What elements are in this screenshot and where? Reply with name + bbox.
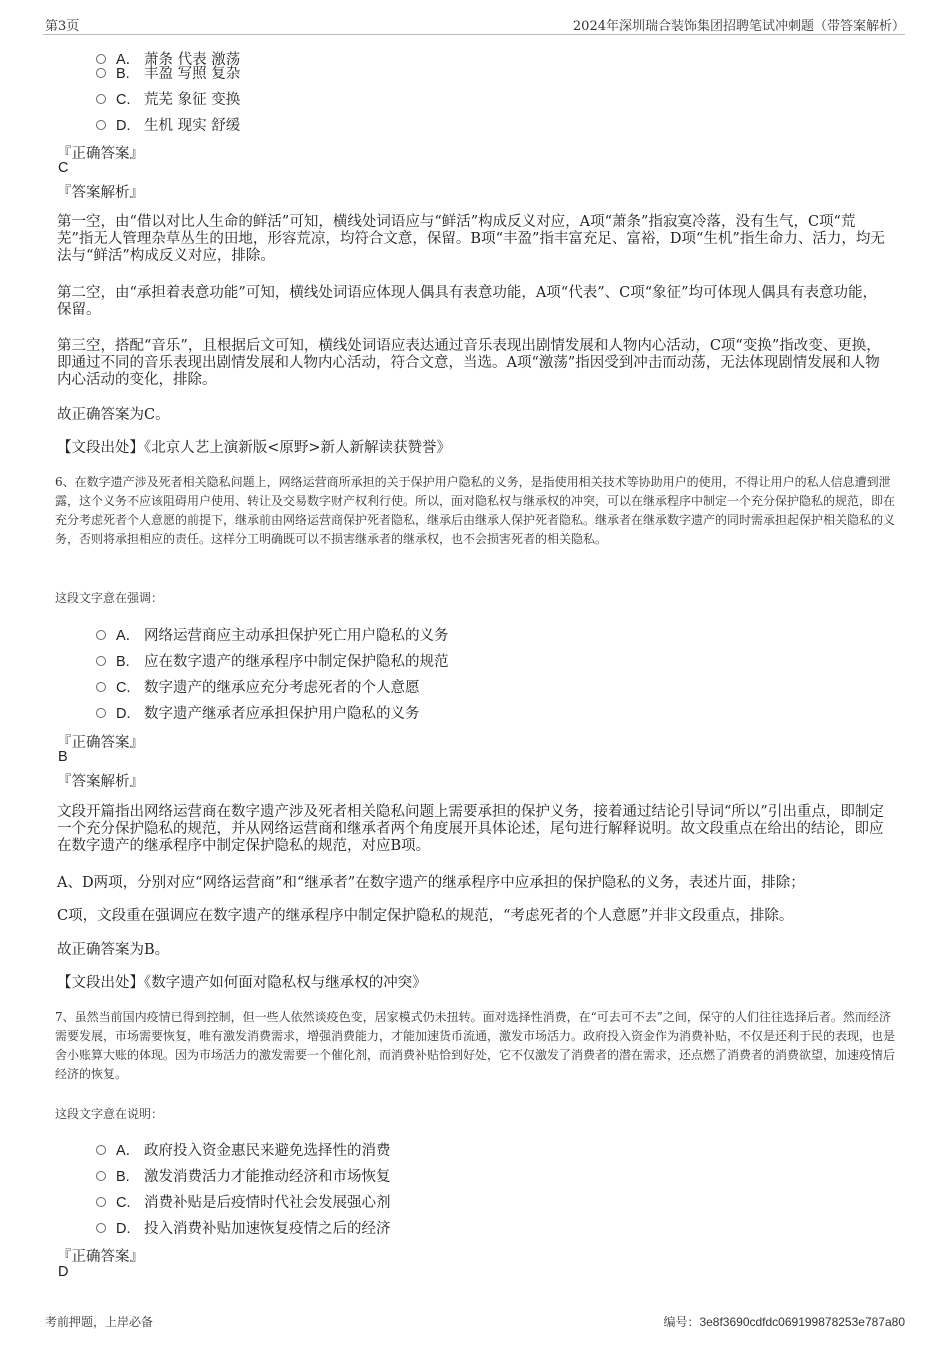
q5-option-b[interactable]: B. 丰盈 写照 复杂 bbox=[96, 62, 240, 83]
q6-analysis-p2: A、D两项，分别对应“网络运营商”和“继承者”在数字遗产的继承程序中应承担的保护隐私的义务，表述片面，排除； bbox=[57, 875, 805, 891]
radio-icon[interactable] bbox=[96, 1145, 106, 1155]
radio-icon[interactable] bbox=[96, 630, 106, 640]
q5-source: 【文段出处】《北京人艺上演新版<原野>新人新解读获赞誉》 bbox=[57, 440, 452, 456]
q7-prompt: 这段文字意在说明： bbox=[55, 1107, 164, 1121]
q6-answer-heading: 『正确答案』 bbox=[57, 735, 144, 751]
q5-answer: C bbox=[58, 160, 69, 176]
q6-analysis-p3: C项，文段重在强调应在数字遗产的继承程序中制定保护隐私的规范，“考虑死者的个人意愿”并非文段重点，排除。 bbox=[57, 908, 794, 924]
q7-answer: D bbox=[58, 1264, 69, 1280]
footer-slogan: 考前押题，上岸必备 bbox=[45, 1315, 154, 1329]
q6-analysis-p1: 文段开篇指出网络运营商在数字遗产涉及死者相关隐私问题上需要承担的保护义务，接着通过结论引导词“所以”引出重点，即制定一个充分保护隐私的规范，并从网络运营商和继承者两个角度展开具体论述，尾句进行解释说明。故文段重点在给出的结论，即应在数字遗产的继承程序中制定保护隐私的规范，对应B项。 bbox=[57, 804, 884, 854]
radio-icon[interactable] bbox=[96, 656, 106, 666]
q6-option-d[interactable]: D. 数字遗产继承者应承担保护用户隐私的义务 bbox=[96, 702, 420, 723]
q5-option-a[interactable]: A． 萧条 代表 激荡 bbox=[96, 48, 240, 69]
q5-option-c[interactable]: C. 荒芜 象征 变换 bbox=[96, 88, 240, 109]
q6-source: 【文段出处】《数字遗产如何面对隐私权与继承权的冲突》 bbox=[57, 975, 427, 991]
page-number: 第3页 bbox=[45, 19, 80, 34]
q6-prompt: 这段文字意在强调： bbox=[55, 591, 164, 605]
radio-icon[interactable] bbox=[96, 120, 106, 130]
q7-stem: 7、虽然当前国内疫情已得到控制，但一些人依然谈疫色变，居家模式仍未扭转。面对选择性消费，在“可去可不去”之间，保守的人们往往选择后者。然而经济需要发展，市场需要恢复，唯有激发消费需求，增强消费能力，才能加速货币流通，激发市场活力。政府投入资金作为消费补贴，不仅是还利于民的表现，也是舍小账算大账的体现。因为市场活力的激发需要一个催化剂，而消费补贴恰到好处，它不仅激发了消费者的潜在需求，还点燃了消费者的消费欲望，加速疫情后经济的恢复。 bbox=[55, 1010, 896, 1081]
q5-analysis-heading: 『答案解析』 bbox=[57, 185, 144, 201]
radio-icon[interactable] bbox=[96, 1223, 106, 1233]
q7-option-b[interactable]: B. 激发消费活力才能推动经济和市场恢复 bbox=[96, 1165, 391, 1186]
q7-option-a[interactable]: A． 政府投入资金惠民来避免选择性的消费 bbox=[96, 1139, 391, 1160]
radio-icon[interactable] bbox=[96, 1197, 106, 1207]
header-divider bbox=[43, 34, 905, 35]
q6-option-b[interactable]: B. 应在数字遗产的继承程序中制定保护隐私的规范 bbox=[96, 650, 449, 671]
q5-analysis-p3: 第三空，搭配“音乐”，且根据后文可知，横线处词语应表达通过音乐表现出剧情发展和人物内心活动，C项“变换”指改变、更换，即通过不同的音乐表现出剧情发展和人物内心活动，符合文意，当选。A项“激荡”指因受到冲击而动荡，无法体现剧情发展和人物内心活动的变化，排除。 bbox=[57, 338, 881, 388]
q6-analysis-heading: 『答案解析』 bbox=[57, 774, 144, 790]
q5-analysis-p1: 第一空，由“借以对比人生命的鲜活”可知，横线处词语应与“鲜活”构成反义对应，A项“萧条”指寂寞冷落，没有生气，C项“荒芜”指无人管理杂草丛生的田地，形容荒凉，均符合文意，保留。B项“丰盈”指丰富充足、富裕，D项“生机”指生命力、活力，均无法与“鲜活”构成反义对应，排除。 bbox=[57, 214, 885, 264]
radio-icon[interactable] bbox=[96, 1171, 106, 1181]
q6-option-a[interactable]: A． 网络运营商应主动承担保护死亡用户隐私的义务 bbox=[96, 624, 449, 645]
radio-icon[interactable] bbox=[96, 68, 106, 78]
q5-option-d[interactable]: D. 生机 现实 舒缓 bbox=[96, 114, 240, 135]
q6-answer: B bbox=[58, 749, 68, 765]
q5-analysis-p2: 第二空，由“承担着表意功能”可知，横线处词语应体现人偶具有表意功能，A项“代表”、C项“象征”均可体现人偶具有表意功能，保留。 bbox=[57, 285, 878, 318]
q7-option-d[interactable]: D. 投入消费补贴加速恢复疫情之后的经济 bbox=[96, 1217, 391, 1238]
q6-stem: 6、在数字遗产涉及死者相关隐私问题上，网络运营商所承担的关于保护用户隐私的义务，是指使用相关技术等协助用户的使用，不得让用户的私人信息遭到泄露，这个义务不应该阻碍用户使用、转让及交易数字财产权利行使。所以，面对隐私权与继承权的冲突，可以在继承程序中制定一个充分保护隐私的规范，即在充分考虑死者个人意愿的前提下，继承前由网络运营商保护死者隐私，继承后由继承人保护死者隐私。继承者在继承数字遗产的同时需承担起保护相关隐私的义务，否则将承担相应的责任。这样分工明确既可以不损害继承者的继承权，也不会损害死者的相关隐私。 bbox=[55, 475, 896, 546]
q7-answer-heading: 『正确答案』 bbox=[57, 1249, 144, 1265]
radio-icon[interactable] bbox=[96, 682, 106, 692]
q6-analysis-p4: 故正确答案为B。 bbox=[57, 942, 170, 958]
document-title: 2024年深圳瑞合装饰集团招聘笔试冲刺题（带答案解析） bbox=[572, 19, 905, 34]
footer-serial: 编号：3e8f3690cdfdc069199878253e787a80 bbox=[663, 1315, 905, 1329]
q5-answer-heading: 『正确答案』 bbox=[57, 146, 144, 162]
q7-option-c[interactable]: C. 消费补贴是后疫情时代社会发展强心剂 bbox=[96, 1191, 391, 1212]
q6-option-c[interactable]: C. 数字遗产的继承应充分考虑死者的个人意愿 bbox=[96, 676, 420, 697]
q5-analysis-p4: 故正确答案为C。 bbox=[57, 407, 170, 423]
radio-icon[interactable] bbox=[96, 708, 106, 718]
radio-icon[interactable] bbox=[96, 94, 106, 104]
